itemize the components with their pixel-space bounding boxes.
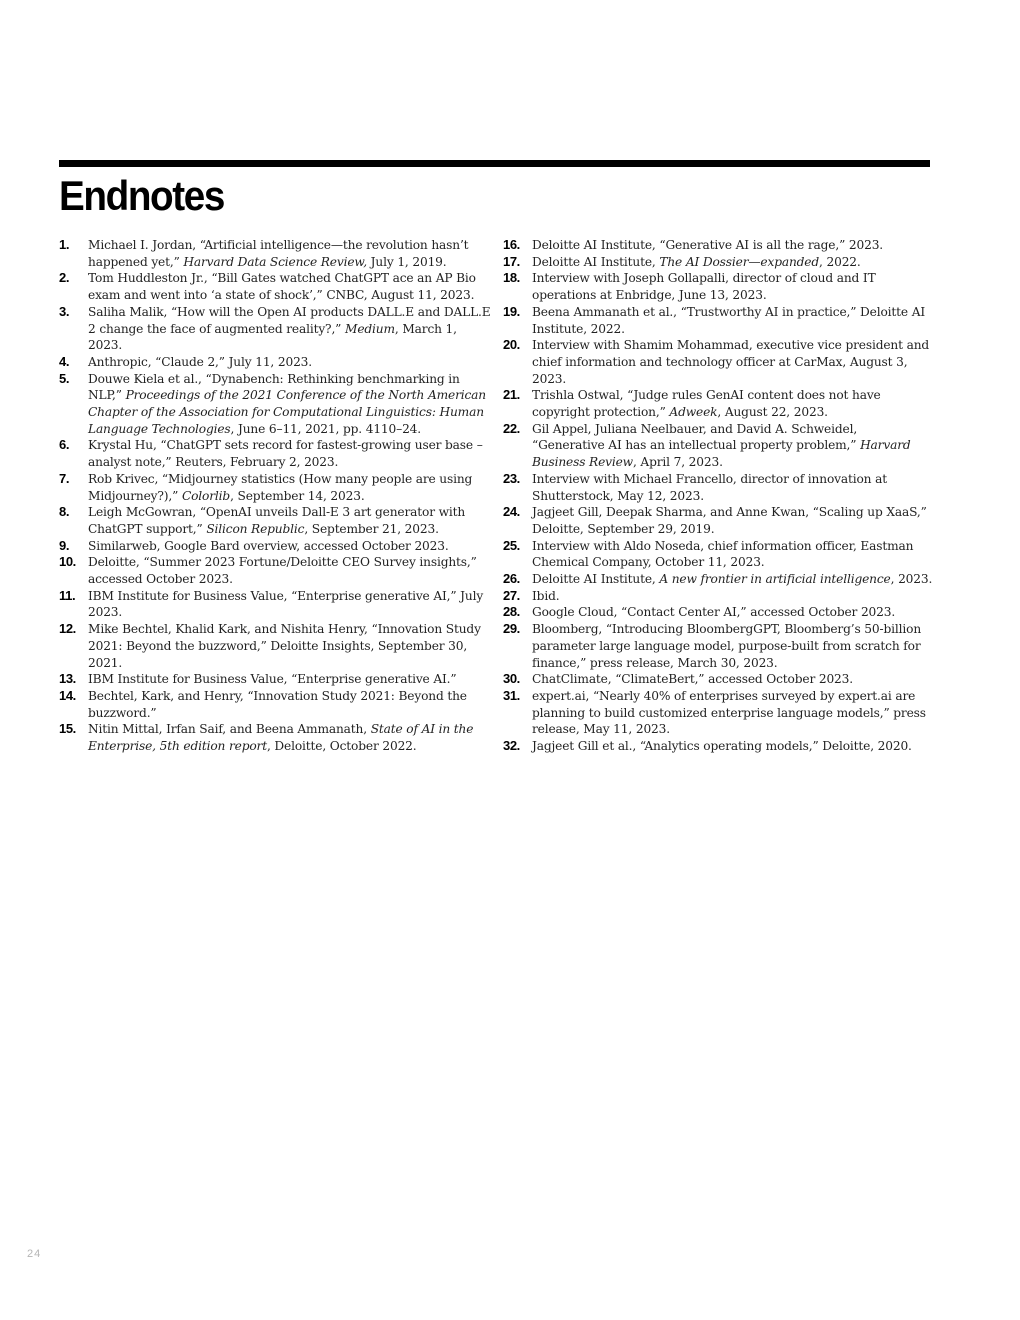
endnote-text-segment: Bloomberg, “Introducing BloombergGPT, Bloomberg’s 50-billion parameter large language model, purpose-built from scratch for finance,” press release, March 30, 2023. xyxy=(532,622,922,670)
endnote-text xyxy=(532,387,933,420)
endnote-text-segment: Krystal Hu, “ChatGPT sets record for fastest-growing user base – analyst note,” Reuters, February 2, 2023. xyxy=(88,438,483,470)
endnote-item xyxy=(59,371,491,438)
endnote-number: 24. xyxy=(503,504,520,520)
endnote-text-segment: , March 1, 2023. xyxy=(88,321,457,353)
endnote-item xyxy=(503,571,933,588)
endnote-number: 28. xyxy=(503,604,520,620)
endnote-number: 27. xyxy=(503,587,520,603)
endnote-text-segment: Gil Appel, Juliana Neelbauer, and David A. Schweidel, “Generative AI has an intellectual property problem,” xyxy=(532,421,861,453)
endnote-text xyxy=(532,604,933,621)
endnote-text-segment: Ibid. xyxy=(532,588,560,603)
endnote-text-segment: Mike Bechtel, Khalid Kark, and Nishita Henry, “Innovation Study 2021: Beyond the buzzword,” Deloitte Insights, September 30, 2021. xyxy=(88,622,481,670)
endnote-item xyxy=(503,304,933,337)
endnote-text xyxy=(532,588,933,605)
endnote-text-segment: Michael I. Jordan, “Artificial intelligence—the revolution hasn’t happened yet,” xyxy=(88,238,469,269)
endnote-item xyxy=(59,354,491,371)
endnote-number: 4. xyxy=(59,353,70,369)
endnote-number: 15. xyxy=(59,721,76,737)
endnote-text xyxy=(532,237,933,254)
endnote-italic-title: State of AI in the Enterprise, 5th edition report xyxy=(88,722,474,754)
endnote-number: 12. xyxy=(59,621,76,637)
endnote-item xyxy=(503,254,933,271)
endnote-text xyxy=(532,254,933,271)
endnote-number: 11. xyxy=(59,587,76,603)
endnote-text-segment: Interview with Aldo Noseda, chief information officer, Eastman Chemical Company, October 11, 2023. xyxy=(532,538,914,570)
page-title: Endnotes xyxy=(59,172,224,219)
endnote-text xyxy=(532,671,933,688)
endnote-item xyxy=(59,270,491,303)
endnote-number: 1. xyxy=(59,237,70,252)
endnote-item xyxy=(503,237,933,254)
endnote-number: 8. xyxy=(59,504,70,520)
endnote-italic-title: The AI Dossier—expanded xyxy=(659,254,820,269)
endnote-item xyxy=(59,304,491,354)
endnote-text xyxy=(88,554,491,587)
endnote-text-segment: July 1, 2019. xyxy=(366,254,447,269)
endnote-item xyxy=(503,621,933,671)
endnote-number: 25. xyxy=(503,537,520,553)
endnote-italic-title: Harvard Business Review xyxy=(532,438,911,470)
endnote-item xyxy=(503,337,933,387)
endnote-text xyxy=(532,621,933,671)
endnote-text-segment: Deloitte, “Summer 2023 Fortune/Deloitte CEO Survey insights,” accessed October 2023. xyxy=(88,555,477,587)
endnote-italic-title: Silicon Republic xyxy=(206,521,305,536)
page-number: 24 xyxy=(27,1248,42,1260)
endnote-number: 19. xyxy=(503,303,520,319)
endnote-item xyxy=(59,671,491,688)
endnote-italic-title: Colorlib xyxy=(181,488,231,503)
endnote-text xyxy=(88,471,491,504)
endnote-number: 32. xyxy=(503,738,520,754)
endnote-number: 5. xyxy=(59,370,70,386)
endnote-text-segment: , April 7, 2023. xyxy=(632,455,723,470)
endnote-number: 16. xyxy=(503,237,520,252)
endnote-item xyxy=(59,538,491,555)
endnote-text-segment: Deloitte AI Institute, “Generative AI is all the rage,” 2023. xyxy=(532,238,884,252)
endnote-text-segment: Saliha Malik, “How will the Open AI products DALL.E and DALL.E 2 change the face of augmented reality?,” xyxy=(88,304,491,336)
endnote-text-segment: Rob Krivec, “Midjourney statistics (How many people are using Midjourney?),” xyxy=(88,471,473,503)
endnote-item xyxy=(59,621,491,671)
endnote-text xyxy=(88,437,491,470)
endnote-number: 18. xyxy=(503,270,520,286)
endnote-item xyxy=(503,588,933,605)
endnote-item xyxy=(59,471,491,504)
endnote-text xyxy=(88,270,491,303)
endnote-item xyxy=(59,437,491,470)
endnote-text xyxy=(532,270,933,303)
endnote-text-segment: , Deloitte, October 2022. xyxy=(266,739,417,754)
endnote-text-segment: Trishla Ostwal, “Judge rules GenAI content does not have copyright protection,” xyxy=(532,388,881,420)
endnote-text-segment: , June 6–11, 2021, pp. 4110–24. xyxy=(230,421,422,436)
endnote-number: 21. xyxy=(503,387,520,403)
endnote-text-segment: Douwe Kiela et al., “Dynabench: Rethinking benchmarking in NLP,” xyxy=(88,371,460,403)
endnote-text-segment: Nitin Mittal, Irfan Saif, and Beena Ammanath, xyxy=(88,722,371,737)
endnote-text-segment: IBM Institute for Business Value, “Enterprise generative AI,” July 2023. xyxy=(88,588,484,620)
endnote-text xyxy=(88,688,491,721)
endnote-text-segment: Bechtel, Kark, and Henry, “Innovation Study 2021: Beyond the buzzword.” xyxy=(88,688,467,720)
endnote-item xyxy=(503,538,933,571)
endnote-number: 10. xyxy=(59,554,76,570)
endnote-number: 31. xyxy=(503,687,520,703)
endnote-number: 13. xyxy=(59,671,76,687)
endnote-text-segment: IBM Institute for Business Value, “Enterprise generative AI.” xyxy=(88,672,457,687)
endnote-text-segment: Deloitte AI Institute, xyxy=(532,254,660,269)
endnote-item xyxy=(59,588,491,621)
endnote-text-segment: Google Cloud, “Contact Center AI,” accessed October 2023. xyxy=(532,605,896,620)
endnote-text-segment: , 2022. xyxy=(819,254,861,269)
endnote-number: 23. xyxy=(503,470,520,486)
endnote-item xyxy=(59,688,491,721)
endnote-italic-title: A new frontier in artificial intelligence xyxy=(659,572,891,587)
endnote-item xyxy=(503,504,933,537)
title-rule xyxy=(59,160,930,167)
endnote-item xyxy=(503,421,933,471)
endnote-text-segment: Similarweb, Google Bard overview, accessed October 2023. xyxy=(88,538,449,553)
endnote-number: 22. xyxy=(503,420,520,436)
endnote-text xyxy=(532,538,933,571)
endnote-item xyxy=(59,237,491,270)
endnote-text-segment: Beena Ammanath et al., “Trustworthy AI in practice,” Deloitte AI Institute, 2022. xyxy=(532,304,926,336)
endnote-item xyxy=(503,387,933,420)
endnote-number: 9. xyxy=(59,537,70,553)
endnote-text xyxy=(532,688,933,738)
endnote-text xyxy=(88,721,491,754)
endnote-text-segment: , August 22, 2023. xyxy=(717,405,828,420)
endnote-italic-title: Adweek xyxy=(669,405,718,420)
endnote-text-segment: expert.ai, “Nearly 40% of enterprises surveyed by expert.ai are planning to build customized enterprise language models,” press release, May 11, 2023. xyxy=(532,688,926,737)
endnote-item xyxy=(503,604,933,621)
endnote-text-segment: ChatClimate, “ClimateBert,” accessed October 2023. xyxy=(532,672,853,687)
endnote-text-segment: Interview with Michael Francello, director of innovation at Shutterstock, May 12, 2023. xyxy=(532,471,887,503)
endnotes-column-left xyxy=(59,237,491,755)
endnote-text-segment: Tom Huddleston Jr., “Bill Gates watched ChatGPT ace an AP Bio exam and went into ‘a state of shock’,” CNBC, August 11, 2023. xyxy=(88,271,476,303)
endnote-number: 2. xyxy=(59,270,70,286)
endnote-item xyxy=(59,554,491,587)
endnote-text-segment: , September 21, 2023. xyxy=(304,521,439,536)
endnote-number: 26. xyxy=(503,571,520,587)
endnote-item xyxy=(503,738,933,755)
endnote-text xyxy=(88,237,491,270)
endnote-text-segment: , September 14, 2023. xyxy=(230,488,365,503)
endnote-italic-title: Medium xyxy=(344,321,395,336)
endnote-text xyxy=(88,371,491,438)
endnote-text xyxy=(88,354,491,371)
endnote-italic-title: Proceedings of the 2021 Conference of the North American Chapter of the Association for Computational Linguistics: Human Language Technologies xyxy=(88,388,486,436)
endnote-text xyxy=(532,421,933,471)
endnote-text xyxy=(88,588,491,621)
endnote-text xyxy=(532,571,933,588)
endnote-text-segment: , 2023. xyxy=(890,572,933,587)
endnote-text xyxy=(532,337,933,387)
endnote-text xyxy=(88,304,491,354)
endnote-text xyxy=(88,504,491,537)
endnotes-column-right xyxy=(503,237,933,755)
endnote-text xyxy=(532,738,933,755)
endnote-item xyxy=(503,270,933,303)
endnote-number: 17. xyxy=(503,253,520,269)
endnote-item xyxy=(503,688,933,738)
endnote-text xyxy=(532,471,933,504)
endnote-number: 3. xyxy=(59,303,70,319)
endnote-text xyxy=(88,671,491,688)
endnote-item xyxy=(59,721,491,754)
endnote-number: 6. xyxy=(59,437,70,453)
endnote-number: 14. xyxy=(59,687,76,703)
endnote-text-segment: Leigh McGowran, “OpenAI unveils Dall-E 3 art generator with ChatGPT support,” xyxy=(88,505,466,536)
endnote-italic-title: Harvard Data Science Review, xyxy=(183,254,367,269)
endnote-text xyxy=(532,304,933,337)
endnote-text-segment: Deloitte AI Institute, xyxy=(532,572,660,587)
endnote-item xyxy=(503,471,933,504)
endnote-number: 30. xyxy=(503,671,520,687)
endnote-number: 29. xyxy=(503,621,520,637)
endnote-item xyxy=(503,671,933,688)
endnote-number: 20. xyxy=(503,337,520,353)
endnote-text xyxy=(532,504,933,537)
endnote-item xyxy=(59,504,491,537)
endnote-text-segment: Jagjeet Gill, Deepak Sharma, and Anne Kwan, “Scaling up XaaS,” Deloitte, September 29, 2019. xyxy=(532,505,927,536)
endnote-text-segment: Interview with Joseph Gollapalli, director of cloud and IT operations at Enbridge, June 13, 2023. xyxy=(532,271,876,303)
endnote-text xyxy=(88,621,491,671)
endnote-text-segment: Anthropic, “Claude 2,” July 11, 2023. xyxy=(88,354,313,369)
endnote-text xyxy=(88,538,491,555)
endnote-text-segment: Jagjeet Gill et al., “Analytics operating models,” Deloitte, 2020. xyxy=(532,739,912,754)
endnote-text-segment: Interview with Shamim Mohammad, executive vice president and chief information and technology officer at CarMax, August 3, 2023. xyxy=(532,338,930,386)
endnote-number: 7. xyxy=(59,470,70,486)
